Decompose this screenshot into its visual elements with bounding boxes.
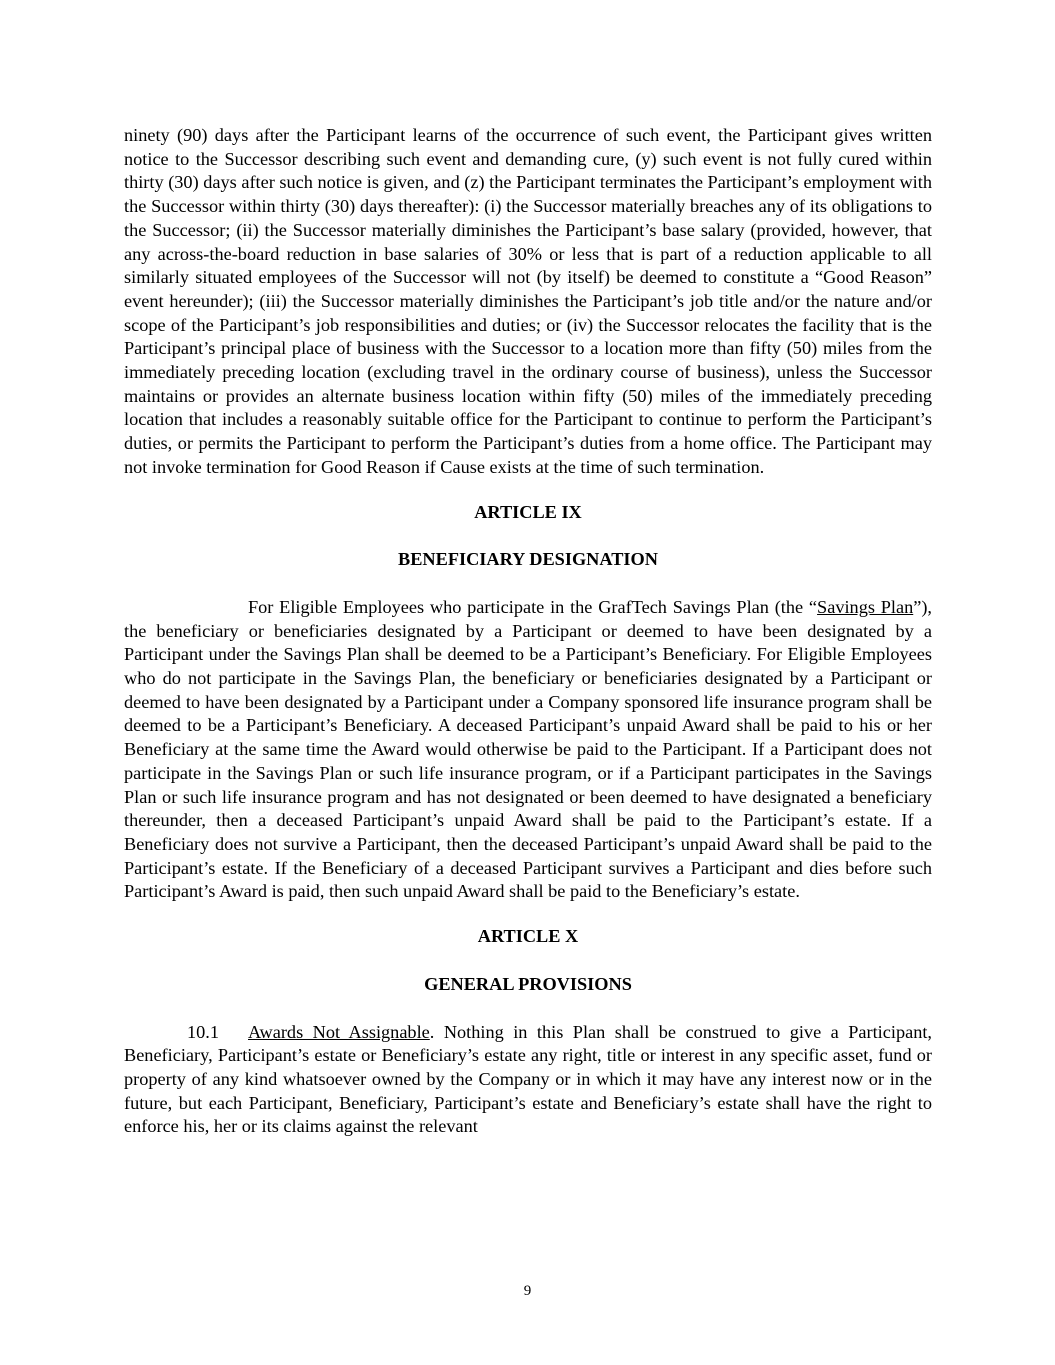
section-title-period: . (429, 1021, 435, 1042)
beneficiary-text-part1: For Eligible Employees who participate in the GrafTech Savings Plan (the “ (248, 596, 818, 617)
article-x-title: GENERAL PROVISIONS (424, 973, 632, 994)
page-number: 9 (523, 1283, 532, 1299)
beneficiary-text-part2: ”), the beneficiary or beneficiaries designated by a Participant or deemed to have been designated by a Participant under the Savings Plan shall be deemed to be a Participant’s Beneficiary. For Eligible Employees who do not participate in the Savings Plan, the beneficiary or beneficiaries designated by a Participant or deemed to have been designated by a Participant under a Company sponsored life insurance program shall be deemed to be a Participant’s Beneficiary. A deceased Participant’s unpaid Award shall be paid to his or her Beneficiary at the same time the Award would otherwise be paid to the Participant. If a Participant does not participate in the Savings Plan or such life insurance program, or if a Participant participates in the Savings Plan or such life insurance program and has not designated or been deemed to have designated a beneficiary thereunder, then a deceased Participant’s unpaid Award shall be paid to the Participant’s estate. If a Beneficiary does not survive a Participant, then the deceased Participant’s unpaid Award shall be paid to the Participant’s estate. If the Beneficiary of a deceased Participant survives a Participant and dies before such Participant’s Award is paid, then such unpaid Award shall be paid to the Beneficiary’s estate. (124, 596, 933, 902)
section-title: Awards Not Assignable (248, 1021, 430, 1042)
article-ix-heading: ARTICLE IX (474, 501, 582, 522)
section-number: 10.1 (187, 1021, 219, 1042)
section-10-1-paragraph (124, 1021, 932, 1140)
beneficiary-designation-paragraph (124, 596, 932, 904)
section-body: Nothing in this Plan shall be construed to give a Participant, Beneficiary, Participant’s estate or Beneficiary’s estate any right, title or interest in any specific asset, fund or property of any kind whatsoever owned by the Company or in which it may have any interest now or in the future, but each Participant, Beneficiary, Participant’s estate and Beneficiary’s estate shall have the right to enforce his, her or its claims against the relevant (124, 1021, 932, 1137)
article-ix-title: BENEFICIARY DESIGNATION (398, 549, 658, 570)
document-page (124, 124, 932, 1139)
intro-paragraph: ninety (90) days after the Participant learns of the occurrence of such event, the Participant gives written notice to the Successor describing such event and demanding cure, (y) such event is not fully cured within thirty (30) days after such notice is given, and (z) the Participant terminates the Participant’s employment with the Successor within thirty (30) days thereafter): (i) the Successor materially breaches any of its obligations to the Successor; (ii) the Successor materially diminishes the Participant’s base salary (provided, however, that any across-the-board reduction in base salaries of 30% or less that is part of a reduction applicable to all similarly situated employees of the Successor will not (by itself) be deemed to constitute a “Good Reason” event hereunder); (iii) the Successor materially diminishes the Participant’s job title and/or the nature and/or scope of the Participant’s job responsibilities and duties; or (iv) the Successor relocates the facility that is the Participant’s principal place of business with the Successor to a location more than fifty (50) miles from the immediately preceding location (excluding travel in the ordinary course of business), unless the Successor maintains or provides an alternate business location within fifty (50) miles of the immediately preceding location that includes a reasonably suitable office for the Participant to continue to perform the Participant’s duties, or permits the Participant to perform the Participant’s duties from a home office. The Participant may not invoke termination for Good Reason if Cause exists at the time of such termination. (124, 125, 932, 477)
article-x-heading: ARTICLE X (477, 926, 579, 947)
savings-plan-defined-term: Savings Plan (817, 596, 914, 617)
